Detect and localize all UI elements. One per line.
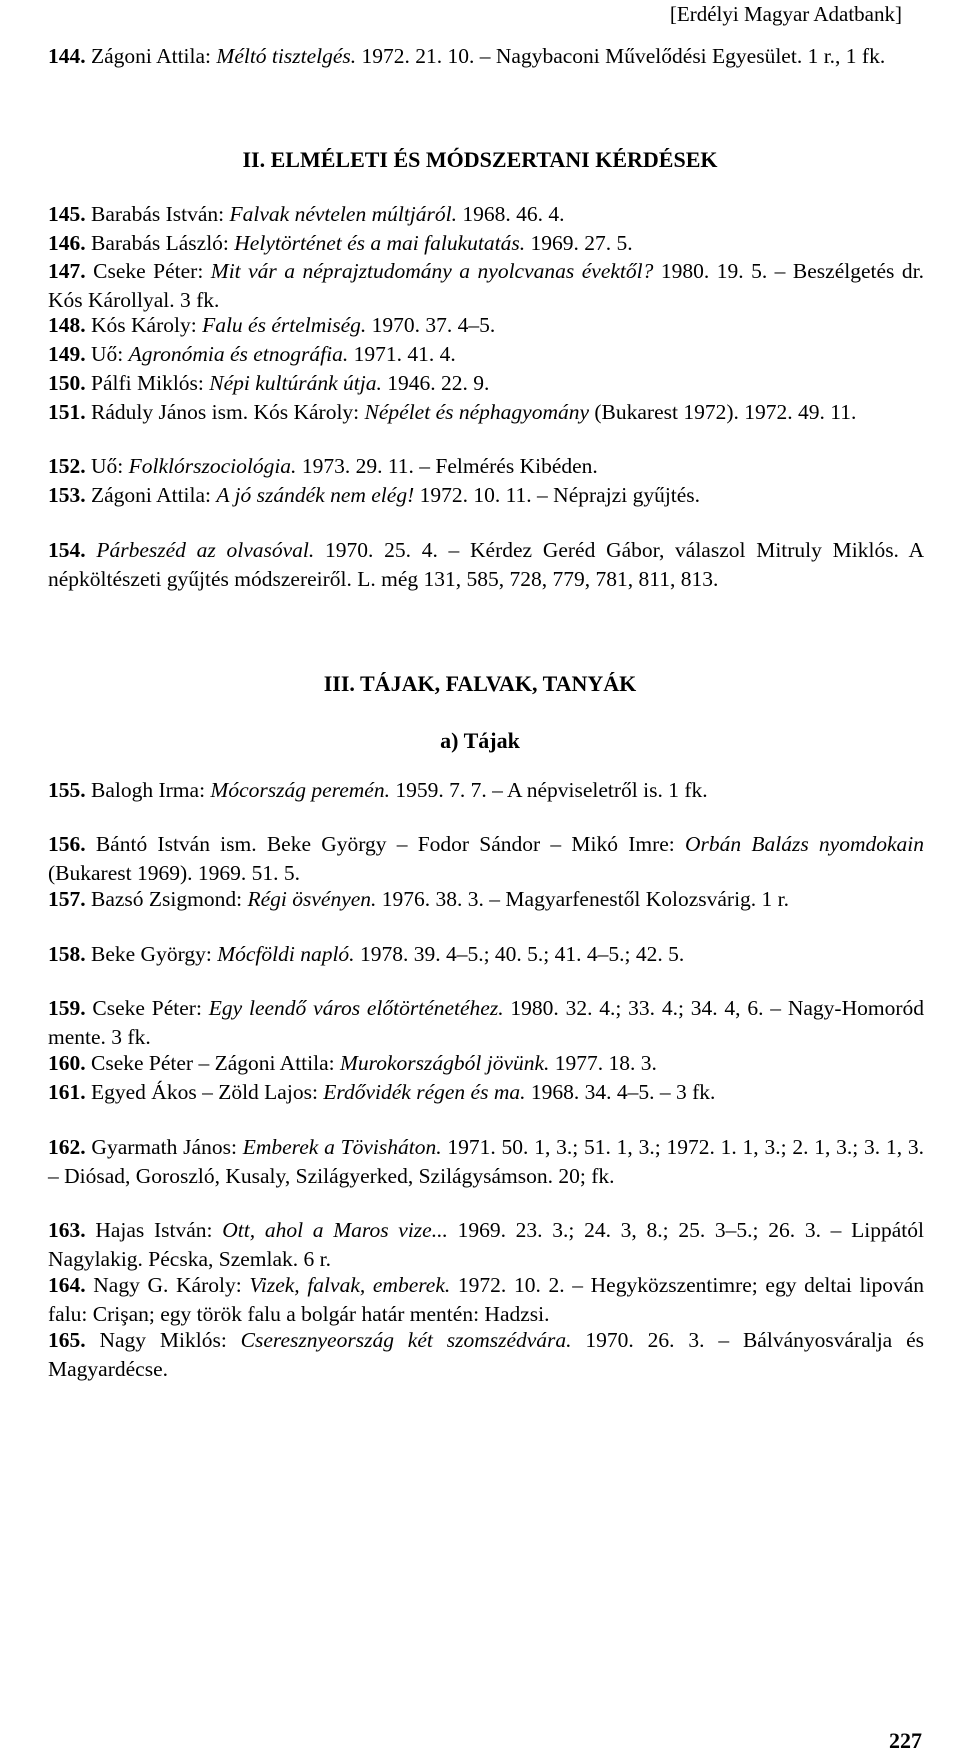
entry-title: Egy leendő város előtörténetéhez. [208,996,504,1020]
bibliography-entry [48,311,924,340]
entry-number: 154. [48,538,86,562]
entry-details: 1978. 39. 4–5.; 40. 5.; 41. 4–5.; 42. 5. [354,942,685,966]
entry-number: 144. [48,44,86,68]
bibliography-entry [48,452,924,481]
entry-title: Orbán Balázs nyomdokain [684,832,924,856]
entry-author: Cseke Péter: [85,996,209,1020]
bibliography-entry [48,369,924,398]
entry-details: 1971. 41. 4. [348,342,456,366]
entry-details: 1976. 38. 3. – Magyarfenestől Kolozsvárig. 1 r. [376,887,790,911]
entry-title: A jó szándék nem elég! [216,483,415,507]
entry-details: 1977. 18. 3. [549,1051,657,1075]
bibliography-entry [48,42,924,71]
bibliography-entry [48,1326,924,1383]
entry-author: Uő: [85,454,129,478]
entry-details: 1972. 21. 10. – Nagybaconi Művelődési Egyesület. 1 r., 1 fk. [356,44,886,68]
bibliography-entry [48,257,924,314]
bibliography-entry [48,1271,924,1328]
entry-number: 159. [48,996,86,1020]
entry-author: Uő: [85,342,129,366]
entry-details: 1980. 19. 5. – Beszélgetés dr. Kós Károllyal. 3 fk. [48,259,924,312]
bibliography-entry [48,994,924,1051]
entry-title: Cseresznyeország két szomszédvára. [240,1328,572,1352]
entry-author: Gyarmath János: [85,1135,243,1159]
bibliography-entry [48,229,924,258]
entry-number: 153. [48,483,86,507]
section-title-ii: II. ELMÉLETI ÉS MÓDSZERTANI KÉRDÉSEK [242,147,718,172]
entry-number: 163. [48,1218,86,1242]
bibliography-entry [48,536,924,593]
entry-number: 156. [48,832,86,856]
entry-author: Bazsó Zsigmond: [85,887,248,911]
entry-details: 1970. 26. 3. – Bálványosváralja és Magyardécse. [48,1328,924,1381]
entry-title: Agronómia és etnográfia. [128,342,349,366]
entry-number: 161. [48,1080,86,1104]
entry-number: 157. [48,887,86,911]
entry-title: Emberek a Tövisháton. [242,1135,442,1159]
entry-author: Zágoni Attila: [85,44,217,68]
bibliography-entry [48,776,924,805]
entry-number: 151. [48,400,86,424]
entry-details: 1980. 32. 4.; 33. 4.; 34. 4, 6. – Nagy-Homoród mente. 3 fk. [48,996,924,1049]
bibliography-entry [48,1216,924,1273]
bibliography-entry [48,1133,924,1190]
bibliography-entry [48,1078,924,1107]
entry-author: Nagy G. Károly: [85,1273,250,1297]
page-number: 227 [889,1728,922,1753]
section-title-iii: III. TÁJAK, FALVAK, TANYÁK [323,671,637,696]
entry-author: Zágoni Attila: [85,483,217,507]
entry-title: Helytörténet és a mai falukutatás. [234,231,526,255]
entry-title: Népélet és néphagyomány [364,400,590,424]
entry-author: Beke György: [85,942,218,966]
bibliography-entry [48,885,924,914]
subsection-title-tajak: a) Tájak [440,728,520,753]
entry-author: Hajas István: [85,1218,223,1242]
entry-details: 1972. 10. 11. – Néprajzi gyűjtés. [414,483,701,507]
entry-title: Falvak névtelen múltjáról. [229,202,457,226]
entry-title: Régi ösvényen. [247,887,377,911]
entry-title: Párbeszéd az olvasóval. [96,538,315,562]
entry-author: Kós Károly: [85,313,203,337]
entry-details: 1968. 46. 4. [457,202,565,226]
entry-title: Murokországból jövünk. [340,1051,550,1075]
entry-details: 1970. 25. 4. – Kérdez Geréd Gábor, válaszol Mitruly Miklós. A népköltészeti gyűjtés módszereiről. L. még 131, 585, 728, 779, 781, 811, 813. [48,538,925,591]
bibliography-entry [48,1049,924,1078]
entry-number: 162. [48,1135,86,1159]
bibliography-entry [48,830,924,887]
entry-author: Barabás László: [85,231,235,255]
bibliography-entry [48,398,924,427]
entry-details: (Bukarest 1969). 1969. 51. 5. [48,860,300,885]
entry-details: 1959. 7. 7. – A népviseletről is. 1 fk. [389,778,708,802]
entry-title: Vizek, falvak, emberek. [249,1273,451,1297]
entry-author: Cseke Péter – Zágoni Attila: [85,1051,340,1075]
bibliography-entry [48,940,924,969]
entry-number: 149. [48,342,86,366]
entry-details: 1973. 29. 11. – Felmérés Kibéden. [296,454,598,478]
entry-author: Nagy Miklós: [85,1328,241,1352]
entry-number: 155. [48,778,86,802]
entry-title: Mócország peremén. [210,778,390,802]
entry-number: 158. [48,942,86,966]
entry-author: Ráduly János ism. Kós Károly: [85,400,365,424]
entry-number: 160. [48,1051,86,1075]
entry-author: Barabás István: [85,202,230,226]
entry-title: Erdővidék régen és ma. [323,1080,526,1104]
entry-number: 164. [48,1273,86,1297]
entry-details: 1946. 22. 9. [381,371,490,395]
entry-title: Méltó tisztelgés. [216,44,357,68]
entry-number: 146. [48,231,86,255]
entry-number: 147. [48,259,86,283]
entry-details: 1970. 37. 4–5. [366,313,496,337]
page-header: [Erdélyi Magyar Adatbank] [669,2,902,26]
entry-number: 165. [48,1328,86,1352]
entry-title: Népi kultúránk útja. [209,371,382,395]
entry-author: Egyed Ákos – Zöld Lajos: [85,1080,324,1104]
entry-details: 1971. 50. 1, 3.; 51. 1, 3.; 1972. 1. 1, 3.; 2. 1, 3.; 3. 1, 3. – Diósad, Goroszló, Kusaly, Szilágyerked, Szilágysámson. 20; fk. [48,1135,925,1188]
entry-title: Folklórszociológia. [128,454,297,478]
entry-author: Pálfi Miklós: [85,371,210,395]
entry-details: 1969. 27. 5. [525,231,633,255]
entry-title: Mócföldi napló. [217,942,355,966]
entry-number: 148. [48,313,86,337]
entry-author: Cseke Péter: [85,259,211,283]
entry-author: Bántó István ism. Beke György – Fodor Sándor – Mikó Imre: [85,832,685,856]
entry-title: Falu és értelmiség. [202,313,367,337]
entry-title: Mit vár a néprajztudomány a nyolcvanas évektől? [210,259,654,283]
entry-details: 1968. 34. 4–5. – 3 fk. [525,1080,716,1104]
entry-details: 1969. 23. 3.; 24. 3, 8.; 25. 3–5.; 26. 3. – Lippától Nagylakig. Pécska, Szemlak. 6 r. [48,1218,924,1271]
entry-number: 145. [48,202,86,226]
entry-title: Ott, ahol a Maros vize... [222,1218,448,1242]
entry-number: 150. [48,371,86,395]
entry-author [86,538,97,562]
entry-author: Balogh Irma: [85,778,211,802]
entry-details: 1972. 10. 2. – Hegyközszentimre; egy deltai lipován falu: Crişan; egy török falu a bolgár határ mentén: Hadzsi. [48,1273,924,1326]
bibliography-entry [48,481,924,510]
entry-details: (Bukarest 1972). 1972. 49. 11. [589,400,857,424]
bibliography-entry [48,200,924,229]
entry-number: 152. [48,454,86,478]
bibliography-entry [48,340,924,369]
